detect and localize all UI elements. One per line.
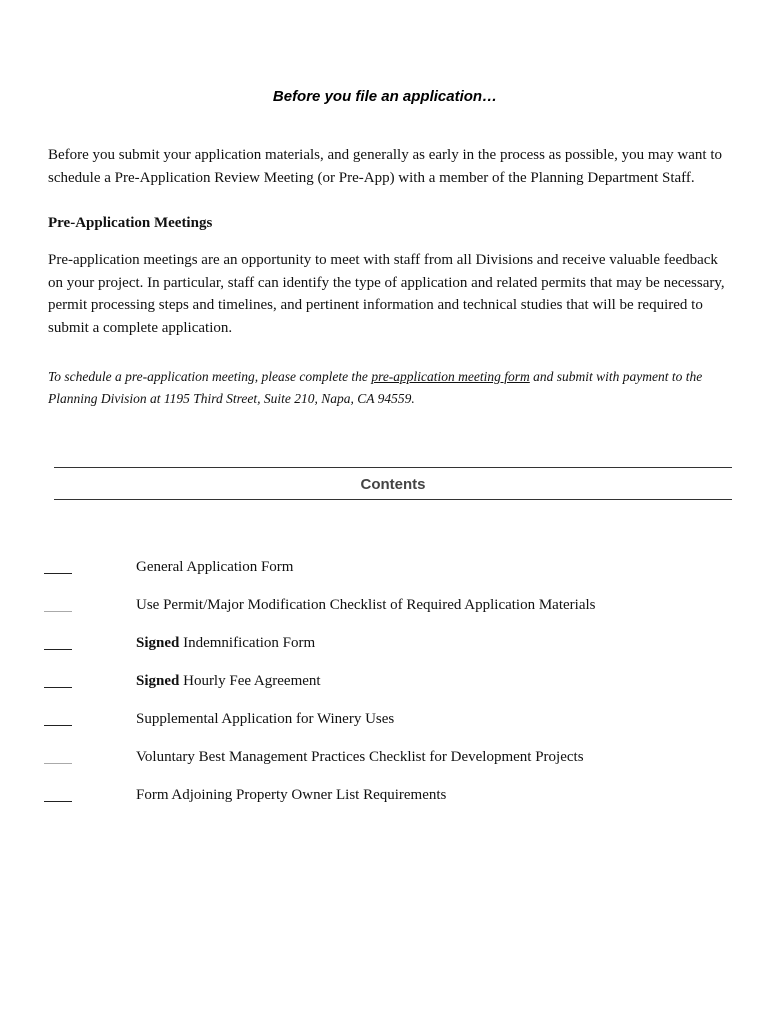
item-text: Indemnification Form xyxy=(179,635,316,651)
checklist-item xyxy=(0,555,770,593)
checklist-item-label xyxy=(136,597,596,614)
item-strong: Signed xyxy=(136,673,180,689)
checklist-item xyxy=(0,669,770,707)
item-text: Voluntary Best Management Practices Checklist for Development Projects xyxy=(136,749,584,765)
checklist-item-label xyxy=(136,749,584,766)
checklist-item xyxy=(0,745,770,783)
checkbox-blank[interactable] xyxy=(44,763,72,764)
checklist-item-label xyxy=(136,635,315,652)
checklist-item xyxy=(0,631,770,669)
contents-title: Contents xyxy=(360,476,426,493)
contents-rule-bottom xyxy=(54,499,732,500)
item-text: Use Permit/Major Modification Checklist of Required Application Materials xyxy=(136,597,596,613)
contents-checklist xyxy=(0,555,770,821)
checklist-item xyxy=(0,783,770,821)
contents-rule-top xyxy=(54,467,732,468)
checklist-item-label xyxy=(136,711,394,728)
checklist-item-label xyxy=(136,787,446,804)
checkbox-blank[interactable] xyxy=(44,611,72,612)
schedule-text-after: and submit with payment to the Planning Division at 1195 Third Street, Suite 210, Napa, CA 94559. xyxy=(48,369,703,406)
checklist-item-label xyxy=(136,673,321,690)
item-text: Supplemental Application for Winery Uses xyxy=(136,711,395,727)
schedule-paragraph xyxy=(48,366,728,410)
item-text: General Application Form xyxy=(136,559,294,575)
checkbox-blank[interactable] xyxy=(44,573,72,574)
pre-app-paragraph: Pre-application meetings are an opportunity to meet with staff from all Divisions and receive valuable feedback on your project. In particular, staff can identify the type of application and related permits that may be necessary, permit processing steps and timelines, and pertinent information and technical studies that will be required to submit a complete application. xyxy=(48,252,725,336)
checklist-item xyxy=(0,707,770,745)
checklist-item-label xyxy=(136,559,293,576)
pre-app-form-link[interactable]: pre-application meeting form xyxy=(371,369,530,384)
pre-app-heading: Pre-Application Meetings xyxy=(48,215,213,231)
checkbox-blank[interactable] xyxy=(44,801,72,802)
checkbox-blank[interactable] xyxy=(44,687,72,688)
intro-paragraph: Before you submit your application materials, and generally as early in the process as possible, you may want to schedule a Pre-Application Review Meeting (or Pre-App) with a member of the Planning Department Staff. xyxy=(48,147,722,186)
page-title: Before you file an application… xyxy=(272,88,498,105)
schedule-text-before: To schedule a pre-application meeting, please complete the xyxy=(48,369,372,384)
checkbox-blank[interactable] xyxy=(44,649,72,650)
checklist-item xyxy=(0,593,770,631)
checkbox-blank[interactable] xyxy=(44,725,72,726)
item-text: Form Adjoining Property Owner List Requirements xyxy=(136,787,447,803)
item-strong: Signed xyxy=(136,635,180,651)
item-text: Hourly Fee Agreement xyxy=(179,673,321,689)
